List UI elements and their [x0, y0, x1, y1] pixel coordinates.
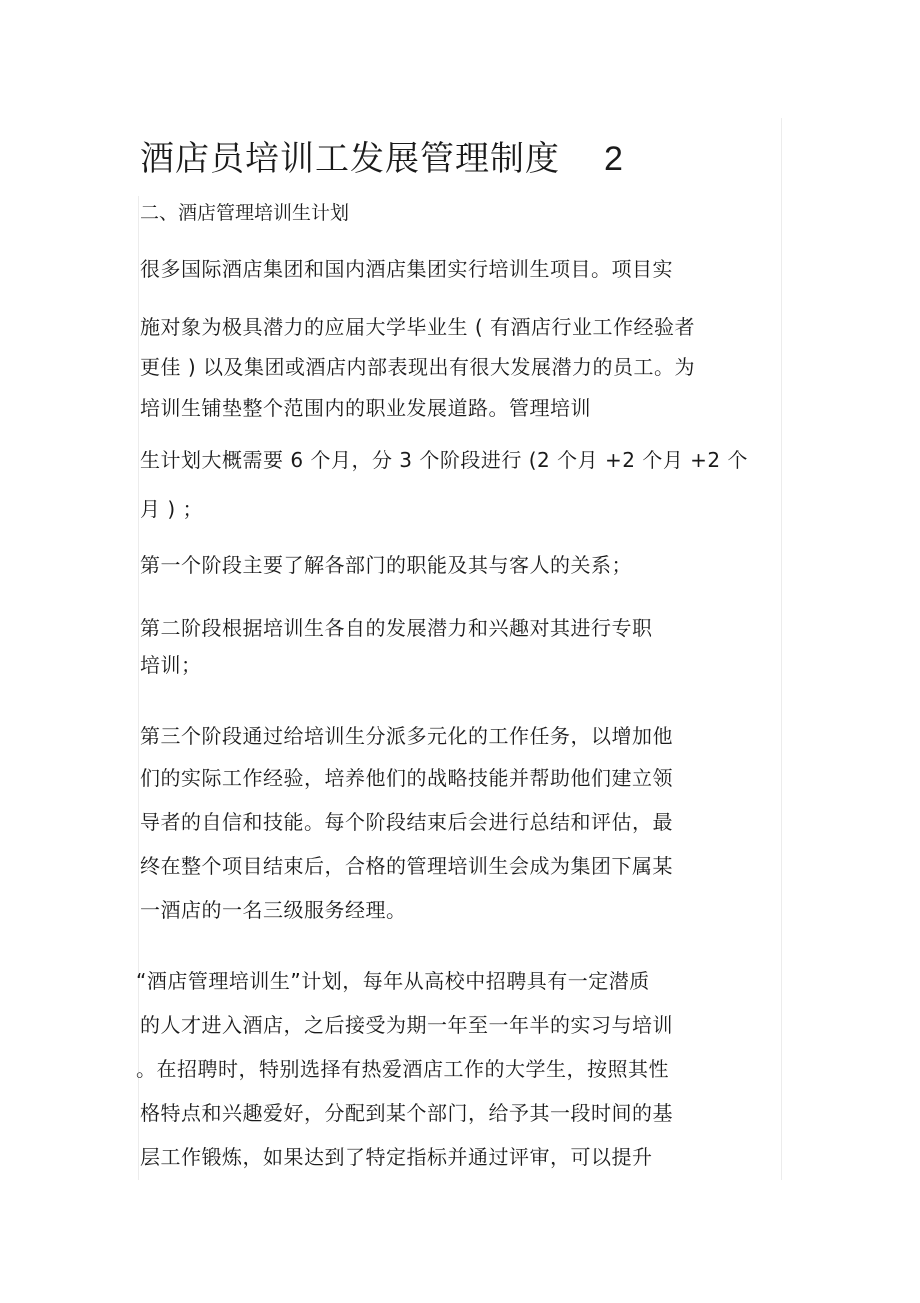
paragraph-3-line-2: 月 ) ； [140, 497, 204, 521]
paragraph-5-line-1: 第二阶段根据培训生各自的发展潜力和兴趣对其进行专职 [140, 616, 653, 640]
paragraph-6-line-5: 一酒店的一名三级服务经理。 [140, 898, 407, 922]
paragraph-1-line-1: 很多国际酒店集团和国内酒店集团实行培训生项目。项目实 [140, 257, 673, 281]
paragraph-7-line-5: 层工作锻炼，如果达到了特定指标并通过评审，可以提升 [140, 1145, 653, 1169]
paragraph-5-line-2: 培训； [140, 653, 202, 677]
document-title: 酒店员培训工发展管理制度 [140, 139, 560, 179]
paragraph-6-line-4: 终在整个项目结束后，合格的管理培训生会成为集团下属某 [140, 854, 673, 878]
paragraph-2-line-2: 更佳 ) 以及集团或酒店内部表现出有很大发展潜力的员工。为 [140, 355, 696, 379]
paragraph-7-line-3: 。在招聘时，特别选择有热爱酒店工作的大学生，按照其性 [136, 1057, 669, 1081]
paragraph-7-line-2: 的人才进入酒店，之后接受为期一年至一年半的实习与培训 [140, 1013, 673, 1037]
paragraph-2-line-1: 施对象为极具潜力的应届大学毕业生 ( 有酒店行业工作经验者 [140, 315, 696, 339]
paragraph-7-line-1: “酒店管理培训生”计划，每年从高校中招聘具有一定潜质 [136, 969, 650, 993]
document-title-number: 2 [604, 140, 623, 178]
paragraph-6-line-1: 第三个阶段通过给培训生分派多元化的工作任务，以增加他 [140, 724, 673, 748]
section-heading: 二、酒店管理培训生计划 [140, 202, 350, 224]
paragraph-6-line-3: 导者的自信和技能。每个阶段结束后会进行总结和评估，最 [140, 810, 673, 834]
paragraph-6-line-2: 们的实际工作经验，培养他们的战略技能并帮助他们建立领 [140, 766, 673, 790]
paragraph-2-line-3: 培训生铺垫整个范围内的职业发展道路。管理培训 [140, 396, 591, 420]
page-margin-rule-left [138, 196, 139, 1180]
paragraph-4-line-1: 第一个阶段主要了解各部门的职能及其与客人的关系； [140, 553, 632, 577]
paragraph-3-line-1: 生计划大概需要 6 个月，分 3 个阶段进行 (2 个月 +2 个月 +2 个 [140, 448, 749, 472]
page-margin-rule-right [781, 118, 782, 1180]
paragraph-7-line-4: 格特点和兴趣爱好，分配到某个部门，给予其一段时间的基 [140, 1101, 673, 1125]
